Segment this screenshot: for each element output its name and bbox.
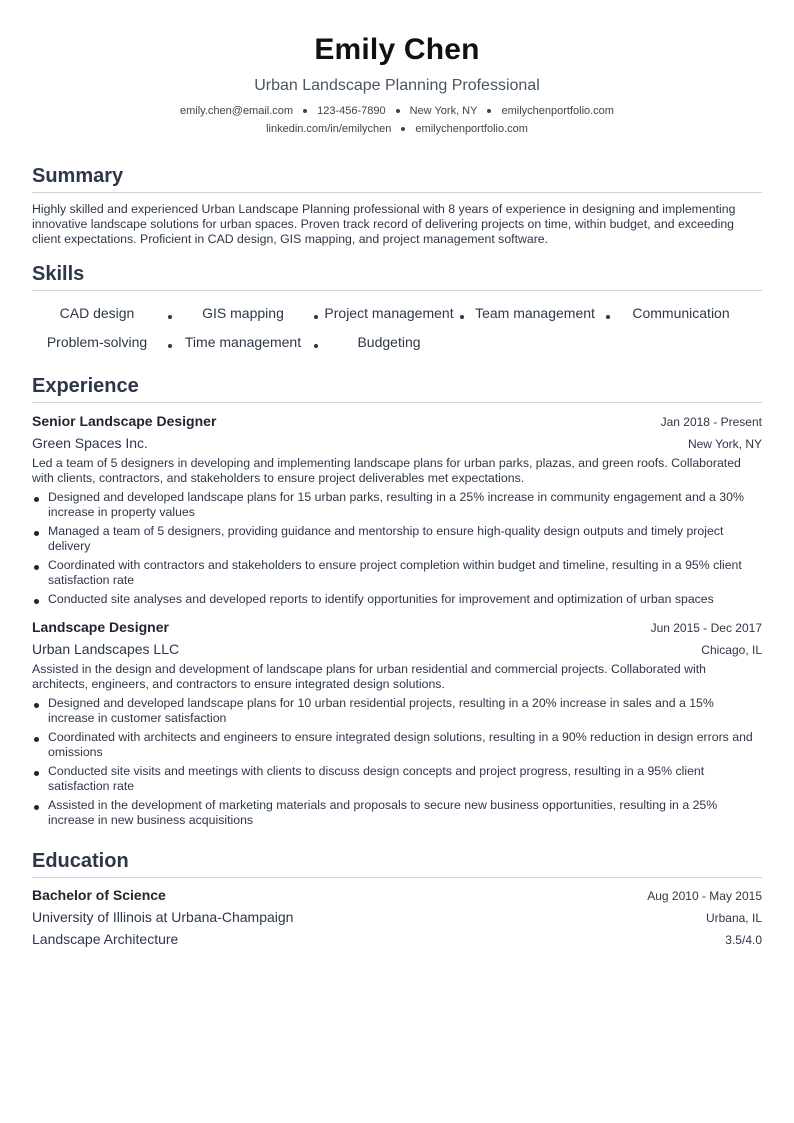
job-description: Assisted in the design and development of landscape plans for urban residential and commercial projects. Collaborated with architects, engineers, and contractors to ensure integrated design solutions.	[32, 662, 706, 691]
candidate-name: Emily Chen	[314, 33, 480, 66]
school-location: Urbana, IL	[705, 911, 762, 925]
contact-linkedin[interactable]: linkedin.com/in/emilychen	[266, 123, 392, 135]
skills-grid	[32, 299, 762, 357]
job-achievements	[32, 696, 762, 828]
job-achievements	[32, 490, 762, 607]
contact-line-2	[32, 122, 762, 136]
experience-section	[32, 374, 762, 832]
experience-heading: Experience	[32, 374, 762, 403]
achievement-item: Coordinated with contractors and stakeholders to ensure project completion within budget and timeline, resulting in a 95% client satisfaction rate	[32, 558, 762, 588]
candidate-headline: Urban Landscape Planning Professional	[254, 77, 540, 94]
skill-item: Communication	[632, 305, 730, 321]
skill-item: Problem-solving	[46, 334, 148, 350]
job-dates: Jun 2015 - Dec 2017	[650, 621, 762, 635]
job-description: Led a team of 5 designers in developing and implementing landscape plans for urban parks, plazas, and green roofs. Collaborated with clients, contractors, and stakeholders to ensure project deliverables met expectations.	[32, 456, 741, 485]
skill-item: Budgeting	[357, 334, 421, 350]
achievement-item: Designed and developed landscape plans for 10 urban residential projects, resulting in a 20% increase in sales and a 15% increase in customer satisfaction	[32, 696, 762, 726]
skill-separator	[600, 299, 616, 328]
skill-separator	[162, 328, 178, 357]
field-of-study: Landscape Architecture	[32, 931, 179, 947]
gpa: 3.5/4.0	[725, 933, 762, 947]
education-heading: Education	[32, 849, 762, 878]
contact-line-1	[32, 104, 762, 118]
job-dates: Jan 2018 - Present	[660, 415, 762, 429]
contact-portfolio-2[interactable]: emilychenportfolio.com	[415, 123, 528, 135]
skill-item: Time management	[184, 334, 302, 350]
achievement-item: Managed a team of 5 designers, providing guidance and mentorship to ensure high-quality design outputs and timely project delivery	[32, 524, 762, 554]
contact-email[interactable]: emily.chen@email.com	[180, 105, 294, 117]
separator-dot	[487, 109, 491, 113]
job-company: Green Spaces Inc.	[32, 435, 148, 451]
contact-portfolio[interactable]: emilychenportfolio.com	[501, 105, 614, 117]
degree: Bachelor of Science	[32, 887, 166, 903]
job-location: Chicago, IL	[701, 643, 762, 657]
summary-heading: Summary	[32, 164, 762, 193]
skill-separator	[454, 299, 470, 328]
skill-separator	[308, 328, 324, 357]
job-entry	[32, 413, 762, 607]
achievement-item: Conducted site visits and meetings with clients to discuss design concepts and project progress, resulting in a 95% client satisfaction rate	[32, 764, 762, 794]
contact-phone[interactable]: 123-456-7890	[317, 105, 386, 117]
skills-heading: Skills	[32, 262, 762, 291]
summary-section	[32, 164, 762, 247]
job-company: Urban Landscapes LLC	[32, 641, 180, 657]
achievement-item: Assisted in the development of marketing materials and proposals to secure new business opportunities, resulting in a 25% increase in new business acquisitions	[32, 798, 762, 828]
job-title: Landscape Designer	[32, 619, 169, 635]
school-name: University of Illinois at Urbana-Champaign	[32, 909, 294, 925]
skill-item: Team management	[475, 305, 595, 321]
skills-section	[32, 262, 762, 357]
separator-dot	[401, 127, 405, 131]
skill-item: GIS mapping	[202, 305, 284, 321]
achievement-item: Conducted site analyses and developed reports to identify opportunities for improvement and optimization of urban spaces	[32, 592, 762, 607]
contact-location: New York, NY	[409, 105, 478, 117]
job-location: New York, NY	[687, 437, 762, 451]
separator-dot	[396, 109, 400, 113]
summary-text: Highly skilled and experienced Urban Landscape Planning professional with 8 years of experience in designing and implementing innovative landscape solutions for urban spaces. Proven track record of delivering projects on time, within budget, and exceeding client expectations. Proficient in CAD design, GIS mapping, and project management software.	[32, 202, 736, 246]
job-title: Senior Landscape Designer	[32, 413, 217, 429]
skill-item: Project management	[324, 305, 454, 321]
education-dates: Aug 2010 - May 2015	[647, 889, 762, 903]
resume-header	[32, 0, 762, 136]
skill-separator	[308, 299, 324, 328]
job-entry	[32, 619, 762, 828]
achievement-item: Coordinated with architects and engineers to ensure integrated design solutions, resulting in a 90% reduction in design errors and omissions	[32, 730, 762, 760]
separator-dot	[303, 109, 307, 113]
education-section	[32, 849, 762, 949]
skill-item: CAD design	[59, 305, 135, 321]
achievement-item: Designed and developed landscape plans for 15 urban parks, resulting in a 25% increase in community engagement and a 30% increase in property values	[32, 490, 762, 520]
skill-separator	[162, 299, 178, 328]
